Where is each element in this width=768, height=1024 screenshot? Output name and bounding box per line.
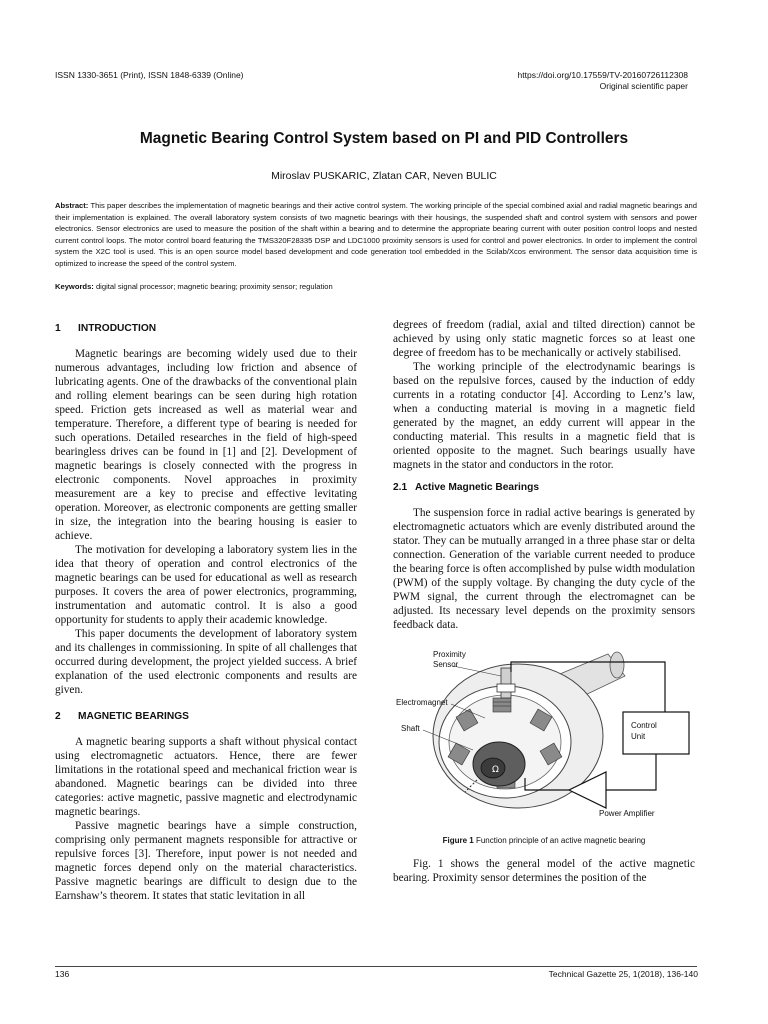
body-paragraph: This paper documents the development of laboratory system and its challenges in commissioning. In spite of all challenges that occurred during development, the project yielded success. A brief explanation of the used electronic components and results are given. [55,628,357,696]
author-list: Miroslav PUSKARIC, Zlatan CAR, Neven BULIC [271,170,497,182]
section-title: INTRODUCTION [78,323,157,334]
label-proximity: Proximity [433,650,466,659]
caption-text: Function principle of an active magnetic bearing [475,836,646,845]
body-paragraph: Magnetic bearings are becoming widely used due to their numerous advantages, including low friction and absence of lubricating agents. One of the drawbacks of the conventional plain and rolling element bearings can be seen during high rotation speed. Friction gets increased as well as material wear and temperature. Therefore, a different type of bearing is needed for such operations. Detailed researches in the field of high-speed bearingless drives can be found in [1] and [2]. Development of magnetic bearings is closely connected with the progress in electronic components. Novel approaches in proximity measurement are a key to precise and effective levitating operation. Moreover, as electronic components are getting smaller in size, the integration into the bearing housing is easier to achieve. [55,348,357,542]
paper-type: Original scientific paper [599,81,688,91]
subsection-number: 2.1 [393,482,408,493]
journal-citation: Technical Gazette 25, 1(2018), 136-140 [548,969,698,979]
page-number: 136 [55,969,70,979]
subsection-title: Active Magnetic Bearings [415,482,539,493]
left-column [55,318,357,903]
section-number: 2 [55,711,61,722]
abstract-label: Abstract: [55,201,89,210]
label-control: Control [631,721,657,730]
section-title: MAGNETIC BEARINGS [78,711,189,722]
body-paragraph: A magnetic bearing supports a shaft without physical contact using electromagnetic actuators. Hence, there are fewer limitations in the rotational speed and mechanical friction wear is abandoned. Magnetic bearings can be divided into three categories: active magnetic, passive magnetic and electrodynamic magnetic bearings. [55,736,357,818]
doi-link[interactable]: https://doi.org/10.17559/TV-20160726112308 [517,70,688,80]
body-paragraph: The working principle of the electrodynamic bearings is based on the repulsive forces, caused by the induction of eddy currents in a rotating conductor [4]. According to Lenz’s law, when a conducting material is moving in a magnetic field generated by the magnet, an eddy current will appear in the conducting material. This results in a magnetic field that is oriented opposite to the magnet. Such bearings usually have magnets in the stator and conductors in the rotor. [393,361,695,471]
sensor-probe [501,668,511,698]
body-paragraph: The motivation for developing a laboratory system lies in the idea that theory of operation and control electronics of the magnetic bearings can be used for educational as well as research purposes. It covers the area of power electronics, programming, instrumentation and automatic control. It is also a good opportunity for students to apply their academic knowledge. [55,544,357,626]
keywords-text: digital signal processor; magnetic bearing; proximity sensor; regulation [95,282,333,291]
caption-label: Figure 1 [442,836,474,845]
abstract-text: This paper describes the implementation of magnetic bearings and their active control system. The working principle of the special combined axial and radial magnetic bearings and their implementation is explained. The overall laboratory system consists of two magnetic bearings with their housings, the suspended shaft and control system with sensors and power electronics. Sensor electronics are used to measure the position of the shaft within a bearing and to determine the appropriate bearing current with outer position control loops and nested current control loops. The motor control board featuring the TMS320F28335 DSP and LDC1000 proximity sensors is used for control and power electronics. In order to implement the control system the X2C tool is used. This is an open source model based development and code generation tool embedded in the Scilab/Xcos environment. The sensor data acquisition time is optimized to increase the speed of the control system. [55,201,698,268]
subsection-heading-active-bearings [393,480,695,496]
label-shaft: Shaft [401,724,420,733]
section-heading-introduction [55,321,357,337]
body-paragraph: Passive magnetic bearings have a simple construction, comprising only permanent magnets responsible for attractive or repulsive forces [3]. Therefore, input power is not needed and magnetic forces depend only on the material characteristics. Passive magnetic bearings are difficult to design due to the Earnshaw’s theorem. It states that static levitation in all [55,820,357,902]
label-sensor: Sensor [433,660,459,669]
section-heading-magnetic-bearings [55,709,357,725]
section-number: 1 [55,323,61,334]
svg-text:Ω: Ω [492,765,499,775]
right-column [393,318,695,885]
footer-rule [55,966,697,967]
body-paragraph: Fig. 1 shows the general model of the active magnetic bearing. Proximity sensor determines the position of the [393,858,695,884]
paper-title: Magnetic Bearing Control System based on PI and PID Controllers [139,130,629,147]
keywords [55,281,697,292]
label-unit: Unit [631,732,646,741]
figure-active-bearing [393,646,695,829]
bearing-diagram [393,646,695,829]
keywords-label: Keywords: [55,282,94,291]
body-paragraph: The suspension force in radial active bearings is generated by electromagnetic actuators which are evenly distributed around the stator. They can be mutually arranged in a three phase star or delta connection. Generation of the variable current needed to produce the bearing force is often accomplished by pulse width modulation (PWM) of the supply voltage. By changing the duty cycle of the PWM signal, the current through the electromagnet can be adjusted. Its necessary level depends on the proximity sensors feedback data. [393,507,695,631]
issn-line: ISSN 1330-3651 (Print), ISSN 1848-6339 (Online) [55,70,244,80]
label-power-amplifier: Power Amplifier [599,809,655,818]
body-paragraph: degrees of freedom (radial, axial and tilted direction) cannot be achieved by using only static magnetic forces so at least one degree of freedom has to be mechanically or actively stabilised. [393,319,695,359]
figure-caption [393,835,695,847]
label-electromagnet: Electromagnet [396,698,448,707]
abstract [55,200,697,269]
